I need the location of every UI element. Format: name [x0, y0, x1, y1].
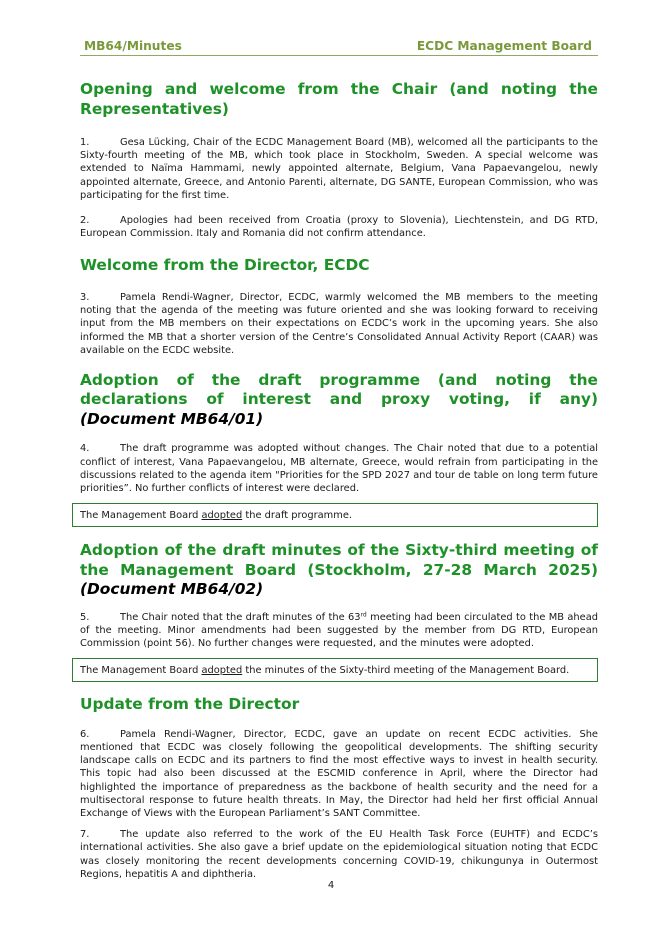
paragraph-number: 7. [80, 829, 90, 841]
paragraph-text: Apologies had been received from Croatia (proxy to Slovenia), Liechtenstein, and DG RTD, European Commission. Italy and Romania did not confirm attendance. [80, 215, 598, 240]
decision-object: the minutes of the Sixty-third meeting of the Management Board. [245, 665, 570, 677]
document-reference: (Document MB64/01) [80, 409, 264, 428]
decision-subject: The Management Board [80, 665, 199, 677]
heading-text: Adoption of the draft minutes of the Sixty-third meeting of the Management Board (Stockholm, 27-28 March 2025) [80, 541, 598, 579]
paragraph-number: 2. [80, 215, 90, 227]
section-heading-update: Update from the Director [80, 695, 300, 714]
paragraph-3 [80, 291, 598, 357]
paragraph-text: Gesa Lücking, Chair of the ECDC Management Board (MB), welcomed all the participants to the Sixty-fourth meeting of the MB, which took place in Stockholm, Sweden. A special welcome was extended to Naïma Hammami, newly appointed alternate, Belgium, Vana Papaevangelou, newly appointed alternate, Greece, and Antonio Parenti, alternate, DG SANTE, European Commission, who was participating for the first time. [80, 137, 598, 201]
decision-verb: adopted [201, 665, 243, 677]
header-org-name: ECDC Management Board [416, 39, 592, 53]
paragraph-number: 4. [80, 443, 90, 455]
decision-box-programme [72, 503, 598, 527]
section-heading-opening: Opening and welcome from the Chair (and noting the Representatives) [80, 80, 598, 118]
paragraph-number: 1. [80, 137, 90, 148]
paragraph-text: Pamela Rendi-Wagner, Director, ECDC, warmly welcomed the MB members to the meeting noting that the agenda of the meeting was future oriented and she was looking forward to receiving input from the MB members on their expectations on ECDC’s work in the upcoming years. She also informed the MB that a shorter version of the Centre’s Consolidated Annual Activity Report (CAAR) was available on the ECDC website. [80, 291, 598, 356]
decision-object: the draft programme. [245, 510, 353, 522]
paragraph-4 [80, 442, 598, 495]
paragraph-text-start: The Chair noted that the draft minutes of the 63 [120, 611, 361, 623]
heading-text: Adoption of the draft programme (and noting the declarations of interest and proxy voting, if any) [80, 370, 598, 409]
paragraph-text: The update also referred to the work of the EU Health Task Force (EUHTF) and ECDC’s international activities. She also gave a brief update on the epidemiological situation noting that ECDC was closely monitoring the recent developments concerning COVID-19, chikungunya in Outermost Regions, hepatitis A and diphtheria. [80, 829, 598, 880]
paragraph-5 [80, 611, 598, 651]
page-number: 4 [327, 880, 335, 891]
paragraph-2 [80, 214, 598, 240]
document-reference: (Document MB64/02) [80, 580, 264, 599]
decision-verb: adopted [201, 510, 243, 522]
paragraph-number: 3. [80, 291, 90, 303]
paragraph-text: The draft programme was adopted without changes. The Chair noted that due to a potential conflict of interest, Vana Papaevangelou, MB alternate, Greece, would refrain from participating in the discussions related to the agenda item "Priorities for the SPD 2027 and tour de table on long term future priorities”. No further conflicts of interest were declared. [80, 443, 598, 495]
section-heading-minutes [80, 541, 598, 600]
paragraph-6 [80, 728, 598, 820]
paragraph-text-end: meeting had been circulated to the MB ahead of the meeting. Minor amendments had been suggested by the member from DG RTD, European Commission (point 56). No further changes were requested, and the minutes were adopted. [80, 611, 598, 650]
decision-box-minutes [72, 658, 598, 682]
paragraph-number: 6. [80, 728, 90, 740]
ordinal-suffix: rd [360, 611, 367, 619]
section-heading-welcome: Welcome from the Director, ECDC [80, 256, 370, 275]
paragraph-number: 5. [80, 611, 90, 623]
paragraph-text: Pamela Rendi-Wagner, Director, ECDC, gave an update on recent ECDC activities. She mentioned that ECDC was closely following the geopolitical developments. The shifting security landscape calls on ECDC and its partners to find the most effective ways to invest in health security. This topic had also been discussed at the ESCMID conference in April, where the Director had highlighted the importance of preparedness as the backbone of health security and the need for a multisectoral response to future health threats. In May, the Director had held her first official Annual Exchange of Views with the European Parliament’s SANT Committee. [80, 728, 598, 820]
document-body [80, 78, 598, 892]
page-header [80, 38, 598, 56]
paragraph-1 [80, 136, 598, 202]
header-doc-id: MB64/Minutes [84, 39, 182, 53]
decision-subject: The Management Board [80, 510, 199, 522]
section-heading-programme [80, 371, 598, 430]
paragraph-7 [80, 828, 598, 881]
